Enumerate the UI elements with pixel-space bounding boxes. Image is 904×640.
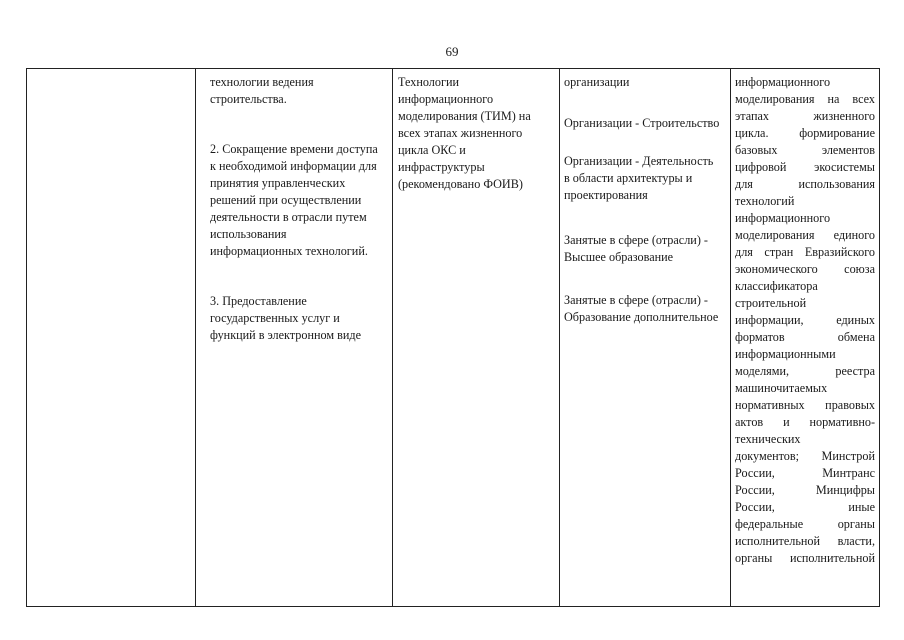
text-line: актов и нормативно- [735, 415, 875, 429]
text-line: функций в электронном виде [210, 328, 362, 342]
text-line: исполнительной власти, [735, 534, 875, 548]
page-number: 69 [445, 44, 459, 59]
text-line: строительной [735, 296, 807, 310]
table-cell-goals [210, 74, 390, 344]
text-line: документов; Минстрой [735, 449, 875, 463]
column-divider-2 [392, 69, 393, 606]
text-line: государственных услуг и [210, 311, 340, 325]
text-line: Образование дополнительное [564, 310, 719, 324]
text-line: нормативных правовых [735, 398, 875, 412]
text-line: форматов обмена [735, 330, 875, 344]
text-line: моделирования единого [735, 228, 875, 242]
text-line: технологии ведения [210, 75, 314, 89]
text-line: органы исполнительной [735, 551, 875, 565]
text-line: 3. Предоставление [210, 294, 307, 308]
text-line: моделями, реестра [735, 364, 875, 378]
text-line: использования [210, 227, 287, 241]
text-line: Занятые в сфере (отрасли) - [564, 293, 708, 307]
table-cell-measures [735, 74, 875, 567]
text-line: организации [564, 75, 630, 89]
text-line: цикла ОКС и [398, 143, 466, 157]
text-line: Технологии [398, 75, 459, 89]
text-line: всех этапах жизненного [398, 126, 523, 140]
column-divider-4 [730, 69, 731, 606]
table-cell-technology [398, 74, 556, 193]
text-line: России, Минтранс [735, 466, 875, 480]
text-line: машиночитаемых [735, 381, 828, 395]
column-divider-1 [195, 69, 196, 606]
text-line: Высшее образование [564, 250, 674, 264]
text-line: федеральные органы [735, 517, 875, 531]
text-line: (рекомендовано ФОИВ) [398, 177, 523, 191]
text-line: базовых элементов [735, 143, 875, 157]
column-divider-3 [559, 69, 560, 606]
text-line: принятия управленческих [210, 176, 346, 190]
text-line: решений при осуществлении [210, 193, 362, 207]
text-line: Организации - Строительство [564, 116, 720, 130]
table-cell-organizations [564, 74, 730, 326]
text-line: цифровой экосистемы [735, 160, 875, 174]
text-line: экономического союза [735, 262, 875, 276]
text-line: к необходимой информации для [210, 159, 377, 173]
text-line: Занятые в сфере (отрасли) - [564, 233, 708, 247]
text-line: этапах жизненного [735, 109, 875, 123]
text-line: строительства. [210, 92, 287, 106]
text-line: информационного [398, 92, 494, 106]
text-line: технических [735, 432, 801, 446]
text-line: России, Минцифры [735, 483, 875, 497]
text-line: информационного [735, 211, 831, 225]
text-line: в области архитектуры и [564, 171, 693, 185]
text-line: деятельности в отрасли путем [210, 210, 367, 224]
text-line: для стран Евразийского [735, 245, 875, 259]
text-line: моделирования (ТИМ) на [398, 109, 531, 123]
text-line: инфраструктуры [398, 160, 485, 174]
text-line: для использования [735, 177, 875, 191]
text-line: Организации - Деятельность [564, 154, 714, 168]
document-table [26, 68, 880, 607]
text-line: моделирования на всех [735, 92, 875, 106]
text-line: информационного [735, 75, 831, 89]
text-line: 2. Сокращение времени доступа [210, 142, 378, 156]
text-line: классификатора [735, 279, 818, 293]
text-line: цикла. формирование [735, 126, 875, 140]
text-line: информационными [735, 347, 836, 361]
text-line: проектирования [564, 188, 648, 202]
text-line: технологий [735, 194, 795, 208]
text-line: России, иные [735, 500, 875, 514]
text-line: информационных технологий. [210, 244, 368, 258]
text-line: информации, единых [735, 313, 875, 327]
